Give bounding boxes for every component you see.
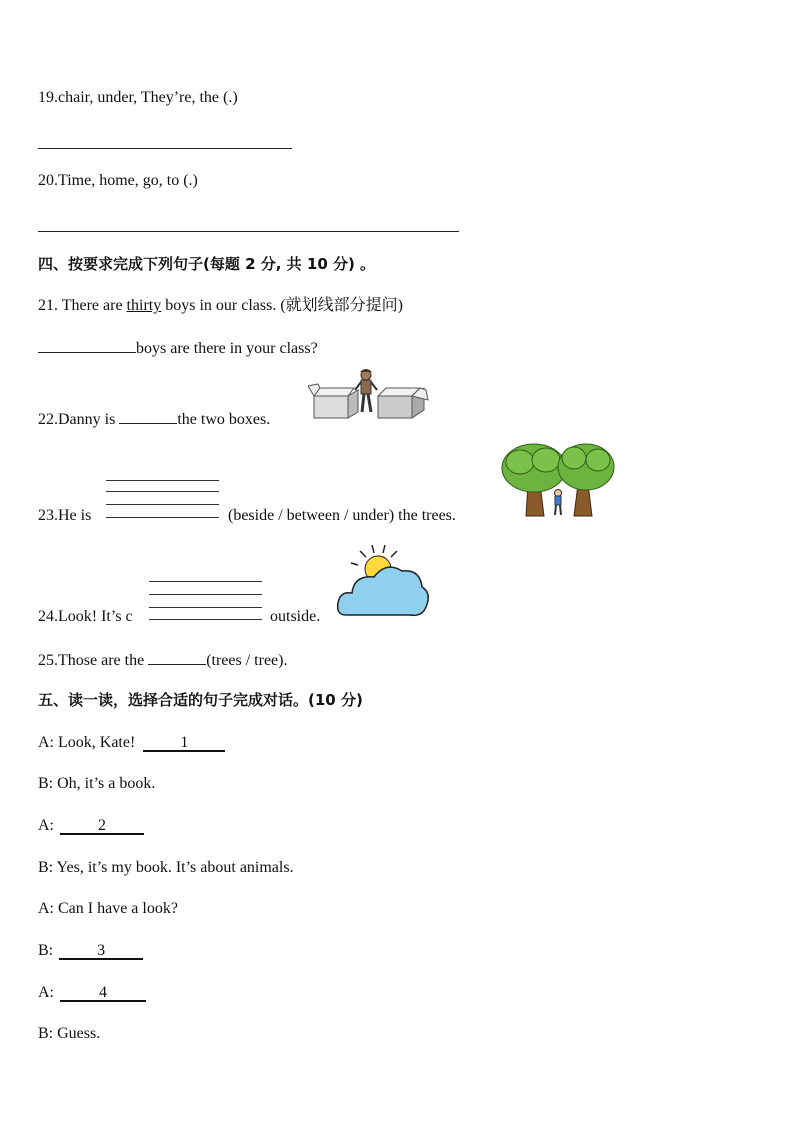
question-25 (38, 650, 287, 671)
q21-prefix: 21. There are (38, 297, 127, 314)
answer-line-20[interactable] (38, 231, 459, 232)
speaker: A: (38, 734, 54, 751)
dialogue-line-6 (38, 941, 143, 961)
dialogue-line-3 (38, 816, 144, 836)
dialogue-blank-4[interactable]: 4 (60, 983, 146, 1002)
dialogue-blank-2[interactable]: 2 (60, 816, 144, 835)
question-23-prefix: 23.He is (38, 507, 92, 524)
speaker: B: (38, 775, 54, 792)
q22-prefix: 22.Danny is (38, 411, 120, 428)
question-22 (38, 409, 270, 430)
question-20: 20.Time, home, go, to (.) (38, 172, 198, 189)
dialogue-line-4 (38, 858, 294, 878)
q21-underlined-word: thirty (126, 297, 162, 314)
dialogue-line-7 (38, 983, 146, 1003)
q21-answer-suffix: boys are there in your class? (136, 340, 318, 357)
q22-suffix: the two boxes. (177, 411, 271, 428)
q21-answer-blank[interactable] (38, 338, 136, 353)
boy-between-boxes-picture (308, 366, 430, 424)
boy-between-trees-picture (500, 440, 616, 520)
speaker: A: (38, 817, 54, 834)
dialogue-text: Look, Kate! (58, 734, 136, 751)
section-4-heading: 四、按要求完成下列句子(每题 2 分, 共 10 分) 。 (38, 255, 376, 273)
question-21 (38, 296, 403, 316)
q24-answer-lines[interactable] (149, 581, 262, 621)
q22-blank[interactable] (119, 409, 177, 424)
speaker: B: (38, 859, 54, 876)
question-24-prefix: 24.Look! It’s c (38, 608, 133, 625)
question-19: 19.chair, under, They’re, the (.) (38, 89, 238, 106)
q25-suffix: (trees / tree). (206, 652, 288, 669)
answer-line-19[interactable] (38, 148, 292, 149)
question-24-suffix: outside. (270, 608, 321, 625)
dialogue-line-1 (38, 733, 225, 753)
speaker: A: (38, 984, 54, 1001)
dialogue-text: Yes, it’s my book. It’s about animals. (56, 859, 294, 876)
q25-blank[interactable] (148, 650, 206, 665)
dialogue-blank-3[interactable]: 3 (59, 941, 143, 960)
speaker: A: (38, 900, 54, 917)
dialogue-blank-1[interactable]: 1 (143, 733, 225, 752)
speaker: B: (38, 942, 54, 959)
q23-answer-lines[interactable] (106, 480, 219, 520)
dialogue-text: Guess. (57, 1025, 101, 1042)
dialogue-line-2 (38, 774, 155, 794)
cloud-sun-picture (336, 543, 430, 621)
dialogue-line-8 (38, 1024, 100, 1044)
speaker: B: (38, 1025, 54, 1042)
question-21-answer (38, 338, 318, 359)
q25-prefix: 25.Those are the (38, 652, 149, 669)
section-5-heading: 五、读一读，选择合适的句子完成对话。(10 分) (38, 691, 363, 709)
dialogue-line-5 (38, 899, 178, 919)
question-23-suffix: (beside / between / under) the trees. (228, 507, 456, 524)
q21-suffix: boys in our class. (就划线部分提问) (161, 297, 403, 314)
dialogue-text: Oh, it’s a book. (57, 775, 156, 792)
dialogue-text: Can I have a look? (58, 900, 178, 917)
